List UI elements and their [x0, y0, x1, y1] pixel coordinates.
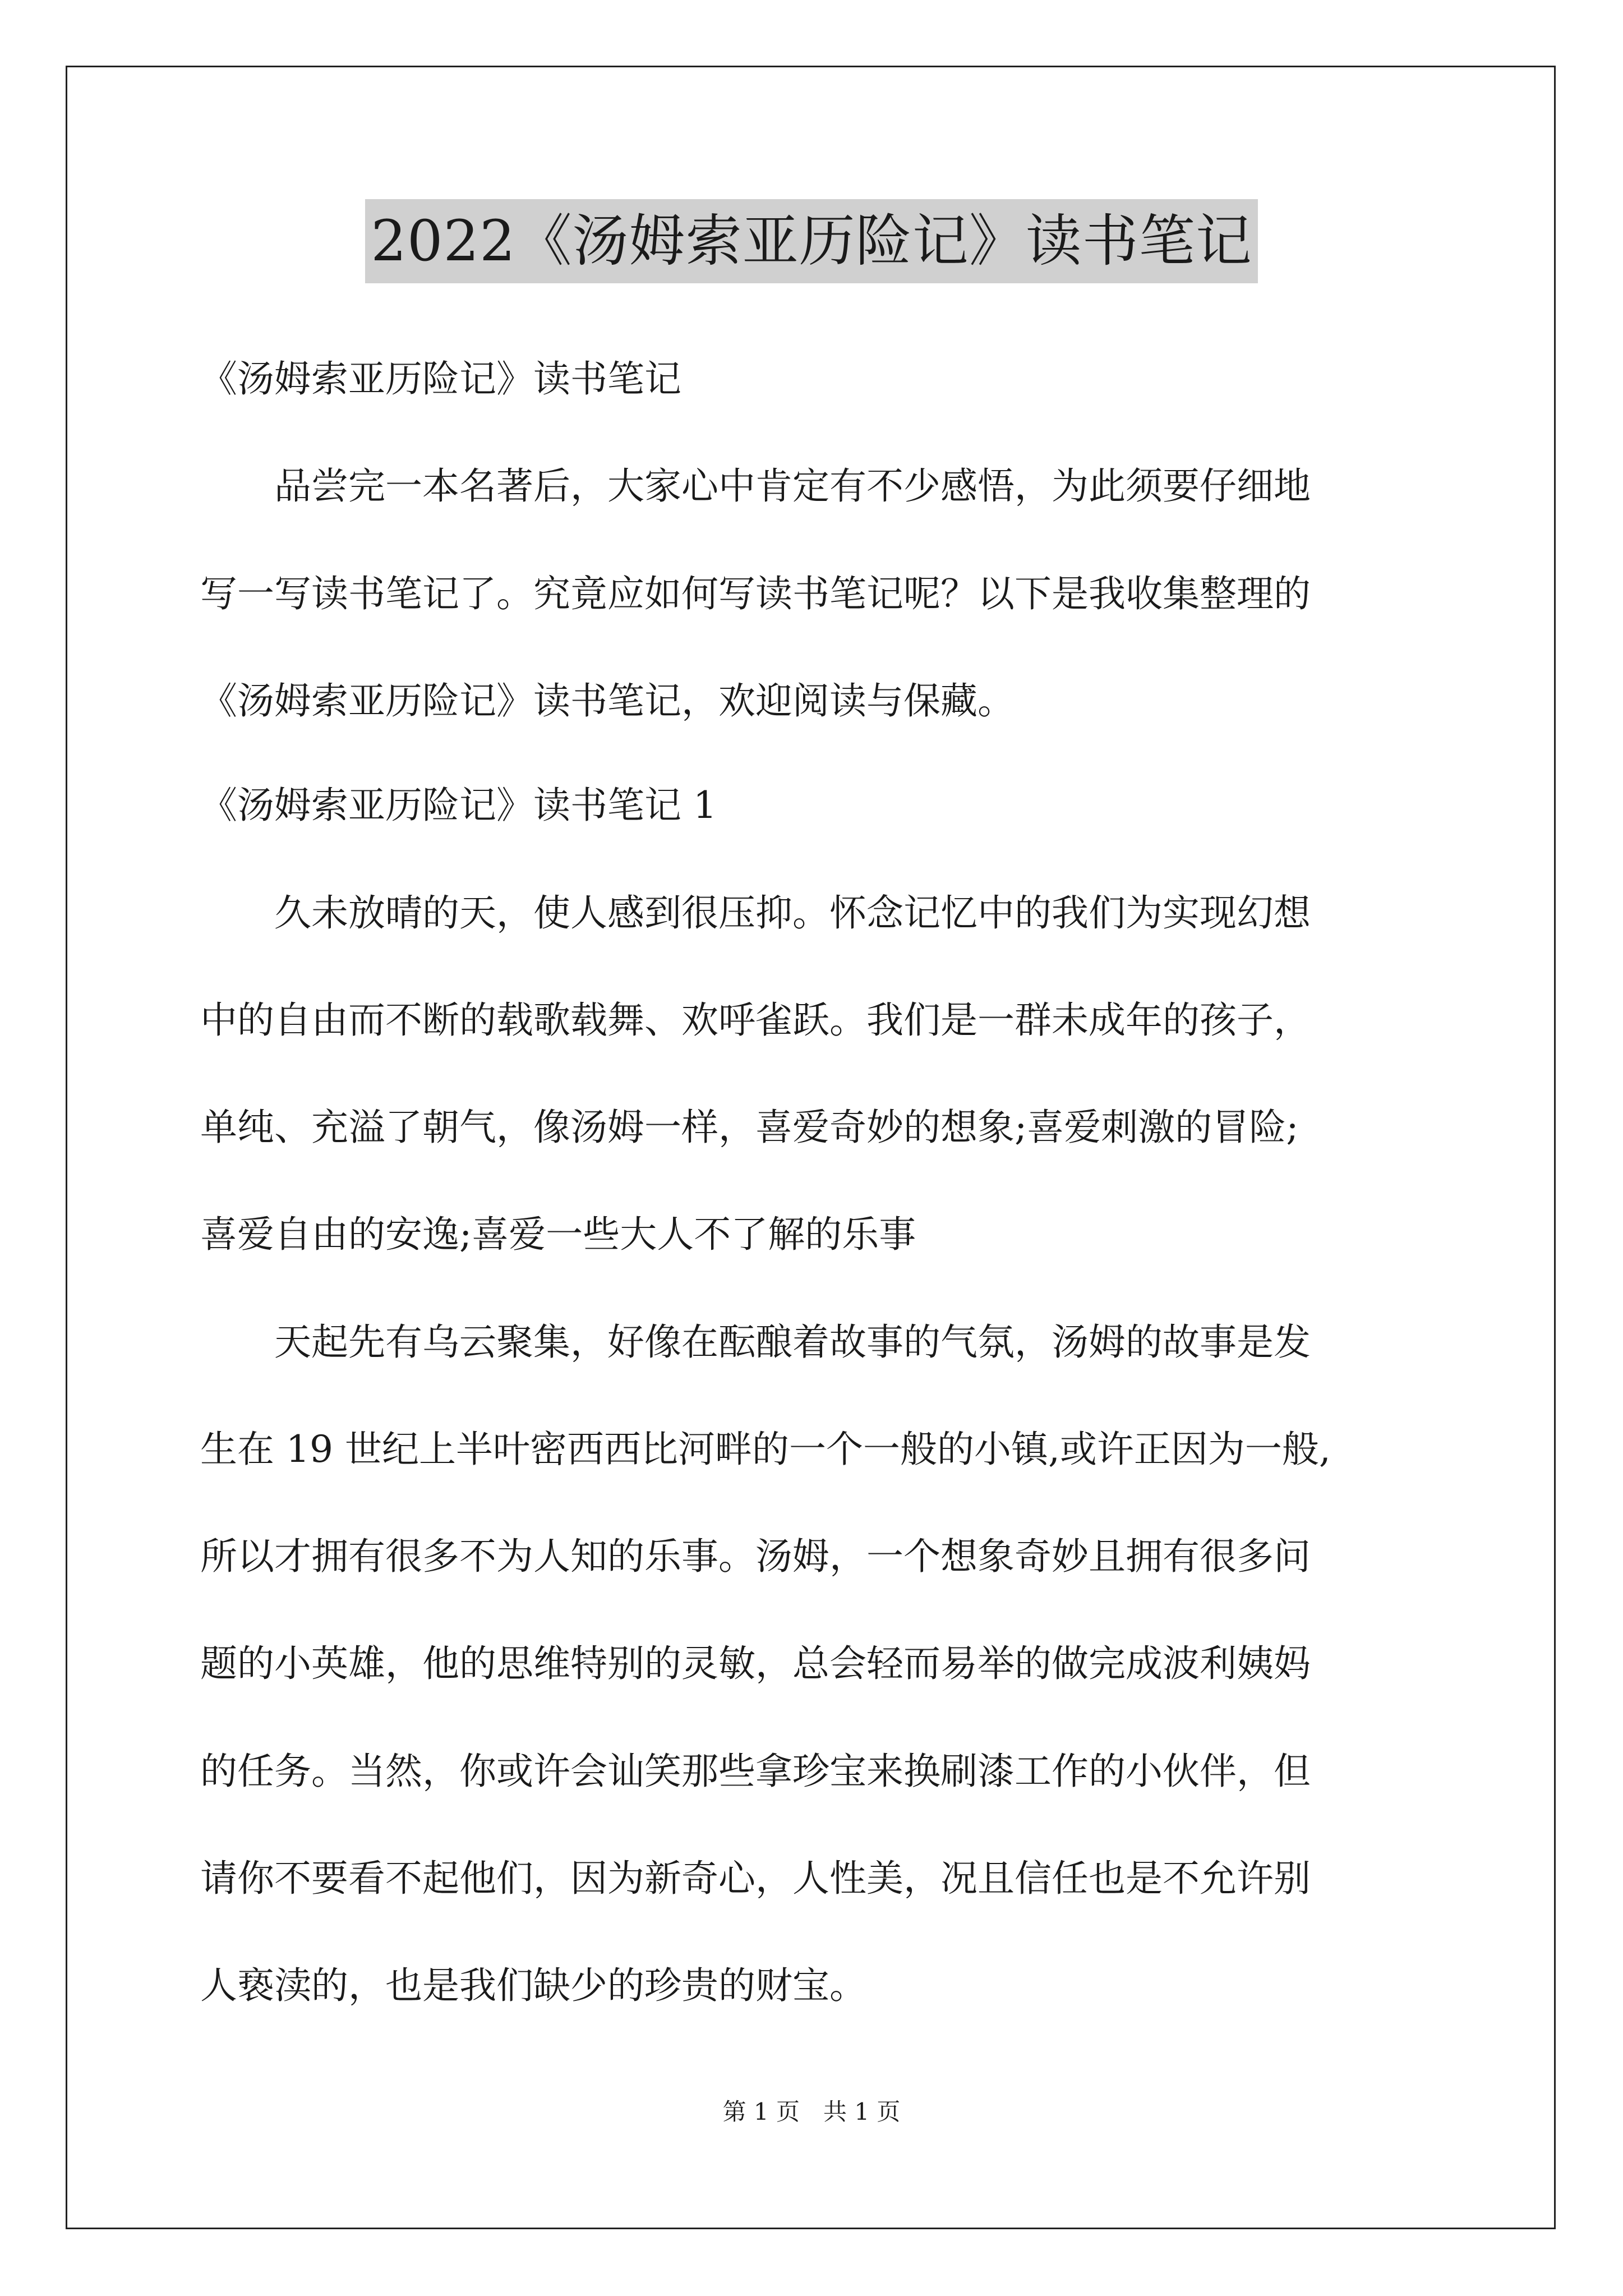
page-footer: 第 1 页 共 1 页	[722, 2098, 901, 2125]
paragraph-line: 天起先有乌云聚集，好像在酝酿着故事的气氛，汤姆的故事是发	[200, 1320, 1311, 1364]
paragraph-line: 生在 19 世纪上半叶密西西比河畔的一个一般的小镇,或许正因为一般,	[200, 1428, 1331, 1471]
paragraph-line: 中的自由而不断的载歌载舞、欢呼雀跃。我们是一群未成年的孩子，	[200, 999, 1311, 1042]
paragraph-line: 的任务。当然，你或许会讪笑那些拿珍宝来换刷漆工作的小伙伴，但	[200, 1750, 1311, 1793]
paragraph-line: 品尝完一本名著后，大家心中肯定有不少感悟，为此须要仔细地	[200, 464, 1311, 508]
document-title: 2022《汤姆索亚历险记》读书笔记	[365, 199, 1258, 283]
paragraph-line: 所以才拥有很多不为人知的乐事。汤姆，一个想象奇妙且拥有很多问	[200, 1535, 1311, 1578]
paragraph-line: 题的小英雄，他的思维特别的灵敏，总会轻而易举的做完成波利姨妈	[200, 1642, 1311, 1685]
paragraph-line: 《汤姆索亚历险记》读书笔记，欢迎阅读与保藏。	[200, 679, 1015, 723]
paragraph-line: 写一写读书笔记了。究竟应如何写读书笔记呢？以下是我收集整理的	[200, 572, 1311, 615]
section-heading: 《汤姆索亚历险记》读书笔记 1	[200, 784, 717, 827]
paragraph-line: 请你不要看不起他们，因为新奇心，人性美，况且信任也是不允许别	[200, 1857, 1311, 1900]
paragraph-line: 喜爱自由的安逸;喜爱一些大人不了解的乐事	[200, 1213, 916, 1256]
paragraph-line: 久未放晴的天，使人感到很压抑。怀念记忆中的我们为实现幻想	[200, 891, 1311, 935]
title-container	[0, 199, 1623, 283]
section-heading: 《汤姆索亚历险记》读书笔记	[200, 357, 681, 401]
paragraph-line: 人亵渎的，也是我们缺少的珍贵的财宝。	[200, 1964, 866, 2007]
paragraph-line: 单纯、充溢了朝气，像汤姆一样，喜爱奇妙的想象;喜爱刺激的冒险;	[200, 1106, 1299, 1149]
